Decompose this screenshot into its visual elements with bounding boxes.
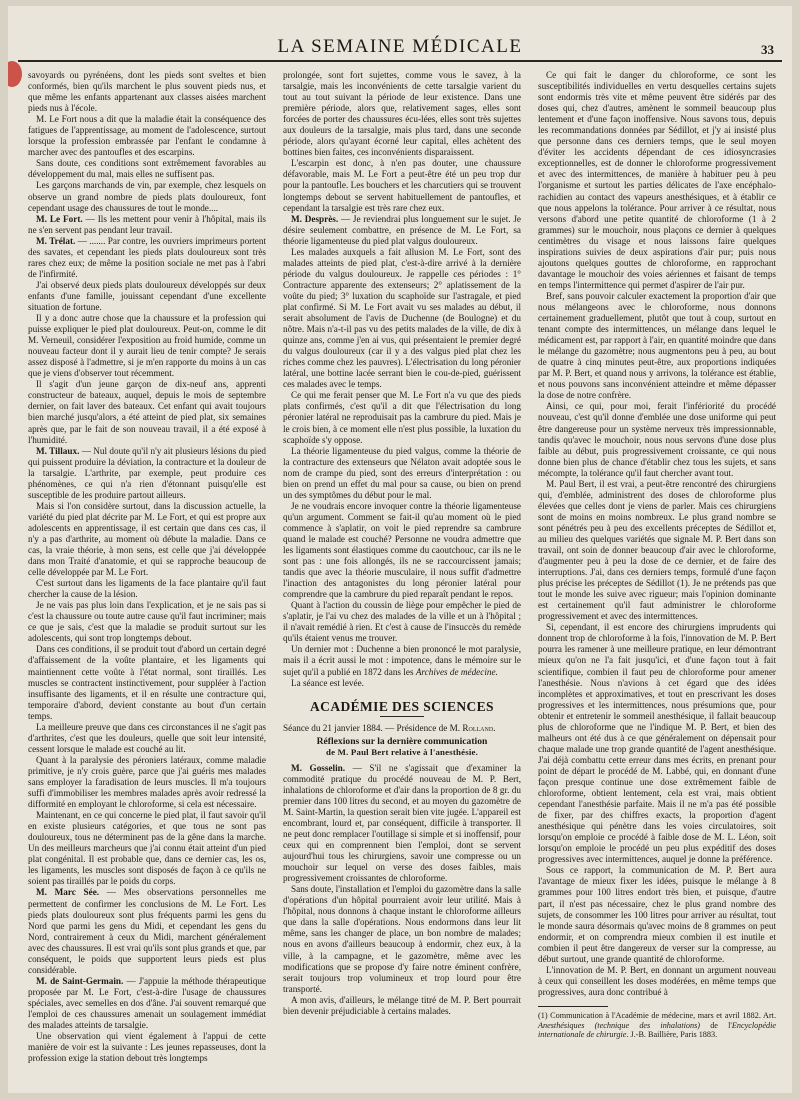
speaker-paragraph xyxy=(28,214,266,236)
paragraph: Dans ces conditions, il se produit tout d'abord un certain degré d'affaissement de la voûte plantaire, et les ligaments qui maintiennent cette voûte à l'état normal, sont tiraillés. Les muscles se contractent instinctivement, pour suppléer à l'action insuffisante des ligaments, et il en résulte une contracture qui, temporaire d'abord, devient constante au bout d'un certain temps. xyxy=(28,644,266,721)
speaker-name: M. Gosselin. xyxy=(291,762,346,773)
paragraph: Bref, sans pouvoir calculer exactement la proportion d'air que nous mélangeons avec le chloroforme, nous donnons certainement graduellement, plutôt que tout à coup, surtout en tenant compte des intermittences, un mélange dans lequel le médicament est, par rapport à l'air, en quantité moindre que dans le mélange du gazomètre; nous augmentons peu à peu, au bout de quatre à cinq minutes peut-être, aux proportions indiquées par M. P. Bert, et quand nous y arrivons, la tolérance est établie, et nous pouvons sans inconvénient atteindre et même dépasser la dose de notre confrère. xyxy=(538,290,776,401)
section-divider xyxy=(380,716,424,717)
speaker-paragraph xyxy=(283,214,521,247)
paragraph: Quant à l'action du coussin de liège pour empêcher le pied de s'aplatir, je l'ai vu chez des malades de la ville et un à l'hôpital ; il n'avait remédié à rien. Et c'est à cause de l'insuccès du remède qu'ils étaient venus me trouver. xyxy=(283,600,521,644)
footnote-title: Encyclopédie internationale de chirurgie xyxy=(538,1020,776,1040)
speaker-paragraph xyxy=(28,887,266,975)
session-line xyxy=(283,723,521,734)
paragraph: Sous ce rapport, la communication de M. P. Bert aura l'avantage de mieux fixer les idées, puisque le mélange à 8 grammes pour 100 litres endort très bien, et puisque, d'autre part, il n'est pas nécessaire, chez le plus grand nombre des sujets, de consommer les 100 litres pour arriver au résultat, tout le monde saura désormais qu'avec moins de 8 grammes on peut endormir, et on comprendra mieux combien il est inutile et combien il peut être dangereux de verser sur la compresse, au début surtout, une grande quantité de chloroforme. xyxy=(538,865,776,964)
speaker-name: M. Desprès. xyxy=(291,213,339,224)
speaker-paragraph xyxy=(283,763,521,885)
article-heading xyxy=(283,736,521,758)
article-heading-line-1: Réflexions sur la dernière communication xyxy=(316,735,488,747)
paragraph: Quant à la paralysie des péroniers latéraux, comme maladie primitive, je n'y crois guère, parce que j'ai guéris mes malades sans employer la faradisation de leurs muscles. Il m'a toujours suffi d'immobiliser les membres malades après avoir redressé la difformité en employant le chloroforme, si cela est nécessaire. xyxy=(28,754,266,810)
paragraph: Sans doute, ces conditions sont extrêmement favorables au développement du mal, mais elles ne suffisent pas. xyxy=(28,158,266,180)
paragraph: Il y a donc autre chose que la chaussure et la profession qui puisse expliquer le pied plat douloureux. Peut-on, comme le dit M. Verneuil, considérer l'exposition au froid humide, comme un nouveau facteur dont il y aurait lieu de tenir compte? Je serais assez disposé à l'admettre, si je m'en rapporte du moins à un cas que je viens d'observer tout récemment. xyxy=(28,313,266,379)
paragraph: L'innovation de M. P. Bert, en donnant un argument nouveau à ceux qui conseillent les doses modérées, en même temps que progressives, aura donc contribué à xyxy=(538,964,776,997)
speaker-name: M. de Saint-Germain. xyxy=(36,975,124,986)
footnote xyxy=(538,1011,776,1040)
speech-text: — Ils les mettent pour venir à l'hôpital, mais ils ne s'en servent pas pendant leur travail. xyxy=(28,213,266,235)
journal-reference: Archives de médecine. xyxy=(415,666,498,677)
column-1 xyxy=(28,70,266,1064)
paragraph: J'ai observé deux pieds plats douloureux développés sur deux enfants d'une famille, jouissant cependant d'une excellente situation de fortune. xyxy=(28,279,266,312)
binding-hole-mark xyxy=(8,61,22,87)
page-header xyxy=(18,34,782,62)
paragraph: M. Paul Bert, il est vrai, a peut-être rencontré des chirurgiens qui, d'emblée, administrent des doses de chloroforme plus élevées que celles dont je viens de parler. Mais ces chirurgiens sont de moins en moins nombreux. Le plus grand nombre se sont pénétrés peu à peu des excellents préceptes de Sédillot et, au milieu des quelques variétés que signale M. P. Bert dans son travail, ont soin de donner beaucoup d'air avec le chloroforme, d'augmenter peu à peu la dose de ce dernier, et de faire des interruptions. J'ai, dans ces derniers temps, formulé d'une façon plus précise les préceptes de Sédillot (1). Je ne prétends pas que tout le monde les suive avec rigueur; mais l'opinion dominante est certainement qu'il faut administrer le chloroforme progressivement et avec des intermittences. xyxy=(538,478,776,622)
paragraph: M. Le Fort nous a dit que la maladie était la conséquence des fatigues de l'apprentissage, au moment de l'adolescence, surtout lorsque la profession embrassée par l'enfant le condamne à marcher avec des pantoufles et des escarpins. xyxy=(28,114,266,158)
paragraph: Je ne voudrais encore invoquer contre la théorie ligamenteuse qu'un argument. Comment se fait-il qu'au moment où le pied commence à s'aplatir, on voit le pied reprendre sa cambrure quand le malade est couché? Personne ne voudra admettre que les ligaments sont élastiques comme du caoutchouc, car ils ne le sont pas : une fois allongés, ils ne se raccourcissent jamais; tandis que avec la théorie musculaire, il nous suffit d'admettre l'inaction des antagonistes du long péronier latéral pour comprendre que la cambrure du pied reparaît pendant le repos. xyxy=(283,500,521,600)
speaker-paragraph xyxy=(28,446,266,501)
footnote-title: Anesthésiques (technique des inhalations) xyxy=(538,1020,701,1030)
paragraph: C'est surtout dans les ligaments de la face plantaire qu'il faut chercher la cause de la lésion. xyxy=(28,578,266,600)
speaker-name: M. Tillaux. xyxy=(36,445,80,456)
column-2 xyxy=(283,70,521,1017)
paragraph: Ainsi, ce qui, pour moi, ferait l'infériorité du procédé nouveau, c'est qu'il donne d'emblée une dose uniforme qui peut être dangereuse pour un système nerveux très impressionnable, tandis qu'avec le mouchoir, nous nous servons d'une dose plus faible au début, puis progressivement croissante, ce qui nous donne bien plus de chance d'établir chez tous les sujets, et sans mécompte, la tolérance qu'il faut chercher avant tout. xyxy=(538,401,776,478)
footnote-text: (1) Communication à l'Académie de médecine, mars et avril 1882. Art. xyxy=(538,1010,776,1020)
footnote-divider xyxy=(538,1006,608,1007)
speaker-name: M. Le Fort. xyxy=(36,213,83,224)
paragraph: La meilleure preuve que dans ces circonstances il ne s'agit pas d'arthrites, c'est que les douleurs, quelle que soit leur intensité, cessent lorsque le malade est couché au lit. xyxy=(28,721,266,754)
session-date: Séance du 21 janvier 1884. — Présidence de M. xyxy=(283,722,463,733)
page-number: 33 xyxy=(761,42,774,57)
speaker-name: M. Marc Sée. xyxy=(36,887,100,898)
paragraph-text: Un dernier mot : Duchenne a bien prononcé le mot paralysie, mais il a écrit aussi le mot : impotence, dans le mémoire sur le sujet qu'il a publié en 1872 dans les xyxy=(283,644,521,677)
paragraph: Les malades auxquels a fait allusion M. Le Fort, sont des malades atteints de pied plat, c'est-à-dire arrivé à la dernière période du valgus douloureux. Je rappelle ces périodes : 1° Contracture apparente des extenseurs; 2° aplatissement de la voûte du pied; 3° luxation du scaphoïde sur l'astragale, et pied plat confirmé. Si M. Le Fort avait vu ses malades au début, il serait absolument de l'avis de Duchenne (de Boulogne) et du nôtre. Mais n'a-t-il pas vu des petits malades de la ville, de dix à quinze ans, comme j'en ai vus, qui présentaient le premier degré du valgus douloureux (car il y a des valgus pied plat chez les riches comme chez les pauvres). L'électrisation du long péronier latéral, une bottine lacée serrant bien le cou-de-pied, guérissent ces malades avec le temps. xyxy=(283,246,521,390)
speaker-paragraph xyxy=(28,976,266,1031)
speech-text: — Je reviendrai plus longuement sur le sujet. Je désire seulement combattre, en présence de M. Le Fort, sa théorie ligamenteuse du pied plat valgus douloureux. xyxy=(283,213,521,246)
speech-text: — Mes observations personnelles me permettent de confirmer les conclusions de M. Le Fort. Les pieds plats douloureux sont plus fréquents parmi les gens du Nord que parmi les gens du Midi, et cependant les gens du Nord, contrairement à ceux du Midi, marchent généralement avec des chaussures. Il est vrai qu'ils sont plus grands et que, par conséquent, le poids que supportent leurs pieds est plus considérable. xyxy=(28,887,266,975)
speech-text: — S'il ne s'agissait que d'examiner la commodité pratique du procédé nouveau de M. P. Bert, inhalations de chloroforme et d'air dans la proportion de 8 gr. du premier dans 100 litres du second, et au moyen du gazomètre de M. Saint-Martin, la question serait bien vite jugée. L'appareil est encombrant, lourd et, par conséquent, difficile à transporter. Il ne peut donc remplacer l'outillage si simple et si inoffensif, pour ceux qui en comprennent bien l'emploi, dont se servent aujourd'hui tous les chirurgiens, savoir une compresse ou un mouchoir sur lequel on verse des doses faibles, mais progressivement croissantes de chloroforme. xyxy=(283,762,522,884)
speaker-paragraph xyxy=(28,236,266,280)
paragraph: La théorie ligamenteuse du pied valgus, comme la théorie de la contracture des extenseurs que Nélaton avait adoptée sous le nom de crampe du pied, sont des erreurs d'interprétation : ou bien on prend un effet du mal pour sa cause, ou bien on prend un des symptômes du début pour le mal. xyxy=(283,445,521,500)
paragraph: Si, cependant, il est encore des chirurgiens imprudents qui donnent trop de chloroforme à la fois, l'innovation de M. P. Bert pourra les ramener à une meilleure pratique, en leur démontrant mieux qu'on ne l'a fait jusqu'ici, et d'une façon tout à fait scientifique, combien il faut peu de chloroforme pour amener l'anesthésie. Nous n'avions à cet égard que des idées incomplètes et approximatives, et tout en prescrivant les doses progressives et les intermittences, nous présumions que, pour obtenir et entretenir le sommeil anesthésique, il fallait beaucoup plus de chloroforme que ne l'indique M. P. Bert, et bien des malheurs ont été dus à ce que généralement on dépensait pour chaque malade une trop grande quantité de l'agent anesthésique. J'ai déjà combattu cette erreur dans mes écrits, en prenant pour point de départ le procédé de M. Labbé, qui, en donnant d'une façon presque continue une dose extrêmement faible de chloroforme, obtient lentement, cela est vrai, mais obtient cependant l'anesthésie parfaite. Mais il ne m'a pas été possible de fixer, par des chiffres exacts, la proportion d'agent anesthésique qui pénètre dans les voies circulatoires, soit lorsqu'on emploie ce procédé à faible dose de M. L. Léon, soit lorsqu'on emploie le procédé un peu plus expéditif des doses progressives avec intermittences, auquel je donne la préférence. xyxy=(538,622,776,865)
president-name: Rolland xyxy=(462,722,494,733)
paragraph: Ce qui fait le danger du chloroforme, ce sont les susceptibilités individuelles en vertu desquelles certains sujets sont endormis très vite et même peuvent être sidérés par des doses qui, chez d'autres, amènent le sommeil beaucoup plus lentement et d'une façon inoffensive. Nous savons tous, depuis les recommandations données par Sédillot, et j'y ai insisté plus que personne dans ces derniers temps, que le seul moyen d'éviter les accidents dépendant de ces idiosyncrasies exceptionnelles, est de donner le chloroforme progressivement et avec des intermittences, de manière à habituer peu à peu l'organisme et surtout les parties délicates de l'axe encéphalo-rachidien au contact des vapeurs anesthésiques, et à établir ce que nous appelons la tolérance. Pour arriver à ce résultat, nous versons d'abord une petite quantité de chloroforme (1 à 2 grammes) sur le mouchoir, nous plaçons ce dernier à quelques centimètres du visage et nous laissons faire quelques inspirations suivies de deux aspirations d'air pur; puis nous ajoutons quelques gouttes de chloroforme, en rapprochant davantage le mouchoir des voies aériennes et faisant de temps en temps l'intermittence qui permet d'aspirer de l'air pur. xyxy=(538,70,776,290)
newspaper-page xyxy=(8,6,792,1093)
paragraph: Sans doute, l'installation et l'emploi du gazomètre dans la salle d'opérations d'un hôpital pourraient avoir leur utilité. Mais à l'hôpital, nous donnons à chaque instant le chloroforme ailleurs que dans la salle d'opérations. Nous endormons dans leur lit même, sans les changer de place, un bon nombre de malades; nous en avons d'ailleurs beaucoup à endormir, chez eux, à la ville, à la campagne, et le gazomètre, même avec les modifications que se propose d'y faire notre éminent confrère, serait toujours trop volumineux et trop lourd pour être transporté. xyxy=(283,884,521,994)
section-title: ACADÉMIE DES SCIENCES xyxy=(310,698,494,714)
paragraph: Les garçons marchands de vin, par exemple, chez lesquels on observe un grand nombre de pieds plats douloureux, font cependant usage des chaussures de tout le monde.... xyxy=(28,180,266,213)
paragraph: A mon avis, d'ailleurs, le mélange titré de M. P. Bert pourrait bien devenir préjudiciable à certains malades. xyxy=(283,994,521,1016)
paragraph: Il s'agit d'un jeune garçon de dix-neuf ans, apprenti constructeur de bateaux, auquel, depuis le mois de septembre dernier, on fait laver des bateaux. Cet enfant qui avait toujours bien marché jusqu'alors, a été atteint de pied plat, six semaines après que, par le fait de son nouveau travail, il a été exposé à l'humidité. xyxy=(28,379,266,445)
paragraph xyxy=(283,644,521,677)
paragraph: prolongée, sont fort sujettes, comme vous le savez, à la tarsalgie, mais les inconvénients de cette tarsalgie varient du tout au tout suivant la période de leur existence. Dans une première période, alors que, relativement sages, elles sont forcées de porter des chaussures écu-lées, elles sont très sujettes aux douleurs de la tarsalgie, mais plus tard, dans une seconde période, alors qu'ayant écorné leur capital, elles achètent des bottines bien faites, ces inconvénients disparaissent. xyxy=(283,70,521,158)
footnote-text: . J.-B. Baillière, Paris 1883. xyxy=(626,1030,718,1040)
paragraph: Maintenant, en ce qui concerne le pied plat, il faut savoir qu'il en existe plusieurs catégories, et que tous ne sont pas douloureux, tous ne déterminent pas de la gêne dans la marche. Un des meilleurs marcheurs que j'ai connu était atteint d'un pied plat congénital. Il est probable que, dans ce dernier cas, les os, les ligaments, les muscles sont disposés de façon à ce qu'ils ne soient pas tiraillés par le poids du corps. xyxy=(28,810,266,887)
paragraph: savoyards ou pyrénéens, dont les pieds sont sveltes et bien conformés, bien qu'ils marchent le plus souvent pieds nus, et que même les enfants appartenant aux classes aisées marchent pieds nus à l'école. xyxy=(28,70,266,114)
speech-text: — J'appuie la méthode thérapeutique proposée par M. Le Fort, c'est-à-dire l'usage de chaussures spéciales, avec semelles en dos d'âne. J'ai souvent remarqué que l'emploi de ces chaussures amenait un soulagement immédiat des malades atteints de tarsalgie. xyxy=(28,975,266,1031)
paragraph: Mais si l'on considère surtout, dans la discussion actuelle, la variété du pied plat décrite par M. Le Fort, et qui est propre aux adolescents en apprentissage, il est certain que dans ces cas, il n'y a pas d'arthrite, au moment où débute la maladie. Dans ce cas, la vraie théorie, à mon sens, est celle que j'ai développée dans mon Traité d'anatomie, et qui se rapproche beaucoup de celle développée par M. Le Fort. xyxy=(28,500,266,578)
paragraph: Une observation qui vient également à l'appui de cette manière de voir est la suivante : Les jeunes repasseuses, dont la profession exige la station debout très longtemps xyxy=(28,1031,266,1064)
paragraph: Ce qui me ferait penser que M. Le Fort n'a vu que des pieds plats confirmés, c'est qu'il a dit que l'électrisation du long péronier latéral ne reproduisait pas la cambrure du pied. Mais je le crois bien, à ce moment elle n'est plus possible, la luxation du scaphoïde s'y oppose. xyxy=(283,390,521,445)
column-3 xyxy=(538,70,776,1040)
paragraph: La séance est levée. xyxy=(291,677,364,688)
paragraph: L'escarpin est donc, à n'en pas douter, une chaussure défavorable, mais M. Le Fort a peut-être été un peu trop dur pour la pantoufle. Les bouchers et les charcutiers qui se trouvent longtemps debout se servent habituellement de pantoufles, et cependant la tarsalgie est très rare chez eux. xyxy=(283,158,521,213)
speech-text: — Nul doute qu'il n'y ait plusieurs lésions du pied qui puissent produire la déviation, la contracture et la douleur de la tarsalgie. L'arthrite, par exemple, peut produire ces phénomènes, ce qui n'a rien d'étonnant puisqu'elle est susceptible de les produire partout ailleurs. xyxy=(28,445,266,500)
journal-title: LA SEMAINE MÉDICALE xyxy=(277,36,523,57)
speech-text: — ....... Par contre, les ouvriers imprimeurs portent des savates, et cependant les pieds plats douloureux sont très rares chez eux; de même la position sociale ne met pas à l'abri de l'infirmité. xyxy=(28,235,266,279)
article-heading-line-2: de M. Paul Bert relative à l'anesthésie. xyxy=(326,746,478,757)
session-end: . xyxy=(493,722,496,733)
footnote-text: de l' xyxy=(700,1020,732,1030)
paragraph: Je ne vais pas plus loin dans l'explication, et je ne sais pas si c'est la chaussure ou toute autre cause qu'il faut incriminer; mais ce que je sais, c'est que la maladie se produit surtout sur les adolescents, qui sont trop longtemps debout. xyxy=(28,600,266,644)
speaker-name: M. Trélat. xyxy=(36,235,76,246)
